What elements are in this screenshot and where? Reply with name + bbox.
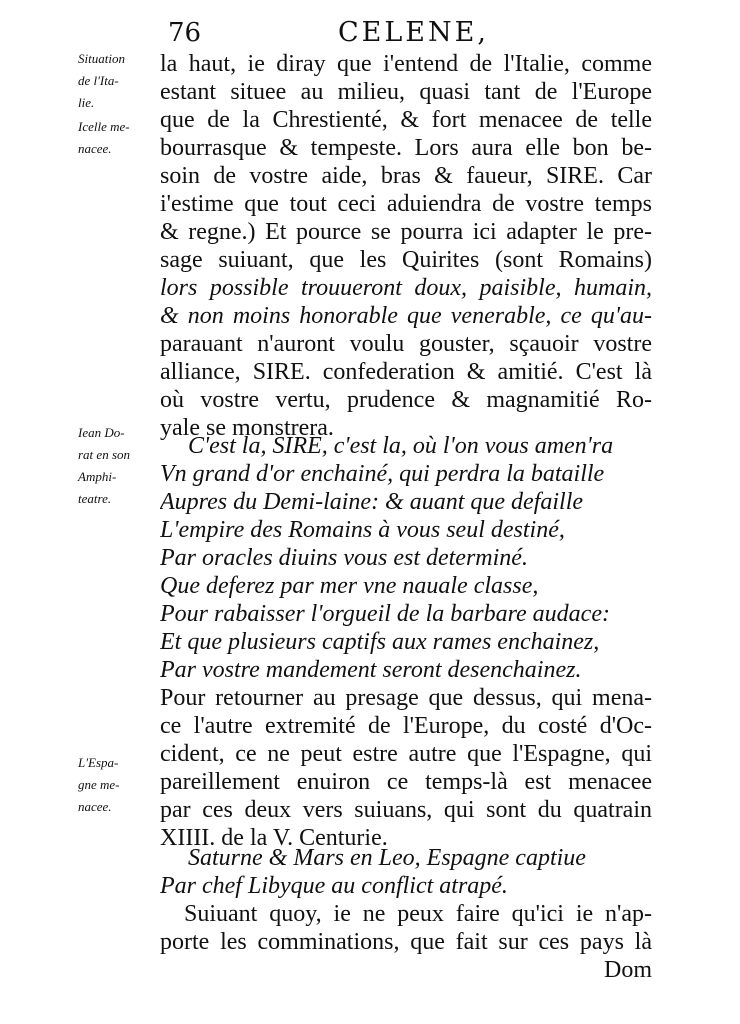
side-note-line: Iean Do- [78, 425, 125, 440]
text-line: i'estime que tout ceci aduiendra de vostre temps [160, 191, 652, 217]
text-line: la haut, ie diray que i'entend de l'Italie, comme [160, 51, 652, 77]
text-line: alliance, SIRE. confederation & amitié. C'est là [160, 359, 652, 385]
side-note-line: nacee. [78, 799, 112, 814]
text-line: pareillement enuiron ce temps-là est menacee [160, 769, 652, 795]
side-note-line: Situation [78, 51, 125, 66]
text-line: estant situee au milieu, quasi tant de l'Europe [160, 79, 652, 105]
text-line: parauant n'auront voulu gouster, sçauoir vostre [160, 331, 652, 357]
verse-line: Par oracles diuins vous est determiné. [160, 545, 528, 571]
text-line: ce l'autre extremité de l'Europe, du costé d'Oc- [160, 713, 652, 739]
side-note-line: gne me- [78, 777, 120, 792]
text-line: XIIII. de la V. Centurie. [160, 825, 388, 851]
verse-line: Aupres du Demi-laine: & auant que defaille [160, 489, 584, 515]
verse-line: C'est la, SIRE, c'est la, où l'on vous amen'ra [188, 433, 614, 459]
side-note-line: lie. [78, 95, 95, 110]
page-number: 76 [168, 18, 202, 48]
text-line: & non moins honorable que venerable, ce qu'au- [160, 303, 652, 329]
verse-line: Que deferez par mer vne nauale classe, [160, 573, 539, 599]
page-header [0, 16, 740, 50]
side-note-line: Amphi- [78, 469, 117, 484]
text-line: Suiuant quoy, ie ne peux faire qu'ici ie n'ap- [184, 901, 652, 927]
verse-line: Par chef Libyque au conflict atrapé. [160, 873, 508, 899]
text-line: bourrasque & tempeste. Lors aura elle bon be- [160, 135, 652, 161]
side-note-line: L'Espa- [78, 755, 119, 770]
side-note-espagne [78, 752, 158, 818]
text-line: & regne.) Et pource se pourra ici adapter le pre- [160, 219, 652, 245]
side-note-line: rat en son [78, 447, 130, 462]
verse-line: Et que plusieurs captifs aux rames enchainez, [160, 629, 600, 655]
text-line: par ces deux vers suiuans, qui sont du quatrain [160, 797, 652, 823]
text-line: Pour retourner au presage que dessus, qui mena- [160, 685, 652, 711]
side-note-line: de l'Ita- [78, 73, 119, 88]
side-note-situation [78, 48, 158, 114]
verse-line: Saturne & Mars en Leo, Espagne captiue [188, 845, 586, 871]
text-line: cident, ce ne peut estre autre que l'Espagne, qui [160, 741, 652, 767]
text-line: que de la Chrestienté, & fort menacee de telle [160, 107, 652, 133]
verse-line: Par vostre mandement seront desenchainez. [160, 657, 582, 683]
side-note-dorat [78, 422, 158, 510]
side-note-menacee [78, 116, 158, 160]
catchword: Dom [604, 957, 652, 983]
verse-line: L'empire des Romains à vous seul destiné, [160, 517, 565, 543]
verse-line: Vn grand d'or enchainé, qui perdra la bataille [160, 461, 605, 487]
text-line: sage suiuant, que les Quirites (sont Romains) [160, 247, 652, 273]
side-note-line: nacee. [78, 141, 112, 156]
verse-line: Pour rabaisser l'orgueil de la barbare audace: [160, 601, 610, 627]
text-line: porte les comminations, que fait sur ces pays là [160, 929, 652, 955]
side-note-line: teatre. [78, 491, 112, 506]
running-head: CELENE, [338, 17, 489, 48]
side-note-line: Icelle me- [78, 119, 130, 134]
text-line: soin de vostre aide, bras & faueur, SIRE. Car [160, 163, 652, 189]
text-line: où vostre vertu, prudence & magnamitié Ro- [160, 387, 652, 413]
text-line: lors possible trouueront doux, paisible, humain, [160, 275, 652, 301]
text-line: yale se monstrera. [160, 415, 334, 441]
